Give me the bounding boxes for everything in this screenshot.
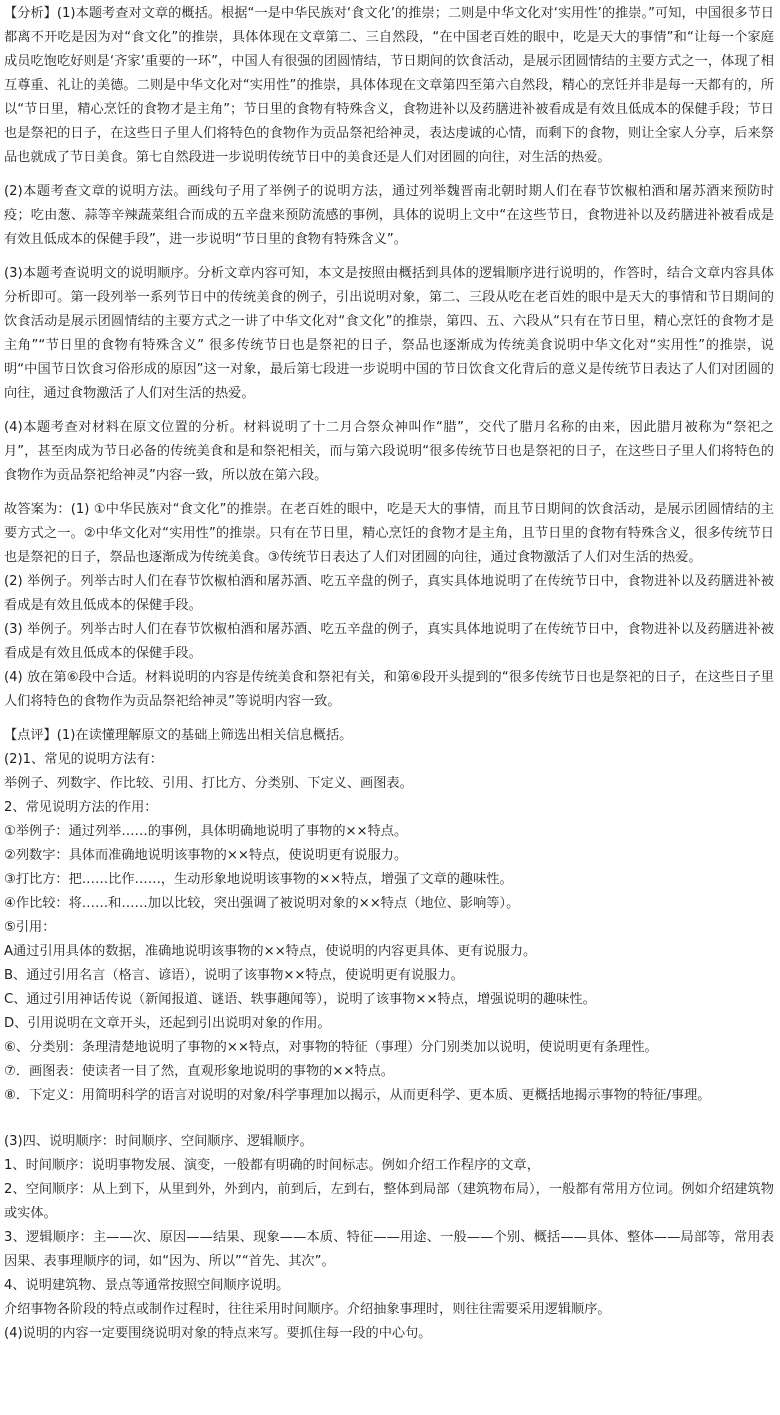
comment-line: 【点评】(1)在读懂理解原文的基础上筛选出相关信息概括。 bbox=[4, 728, 353, 743]
comment-line: (2)1、常见的说明方法有： bbox=[4, 752, 163, 767]
answer-paragraph-3: (3) 举例子。列举古时人们在春节饮椒柏酒和屠苏酒、吃五辛盘的例子，真实具体地说明了在传统节日中，食物进补以及药膳进补被看成是有效且低成本的保健手段。 bbox=[4, 622, 774, 661]
comment-line: ⑤引用： bbox=[4, 920, 56, 935]
spacer bbox=[4, 1108, 774, 1130]
analysis-paragraph-1: 【分析】(1)本题考查对文章的概括。根据“一是中华民族对‘食文化’的推崇；二则是中华文化对‘实用性’的推崇。”可知，中国很多节日都离不开吃是因为对“食文化”的推崇，具体体现在文章第二、三自然段，“在中国老百姓的眼中，吃是天大的事情”和“让每一个家庭成员吃饱吃好则是‘齐家’重要的一环”，中国人有很强的团圆情结，节日期间的饮食活动，是展示团圆情结的主要方式之一，体现了相互尊重、礼让的美德。二则是中华文化对“实用性”的推崇，具体体现在文章第四至第六自然段，精心的烹饪并非是每一天都有的，所以“节日里，精心烹饪的食物才是主角”；节日里的食物有特殊含义，食物进补以及药膳进补被看成是有效且低成本的保健手段；节日也是祭祀的日子，在这些日子里人们将特色的食物作为贡品祭祀给神灵，表达虔诚的心情，而剩下的食物，则让全家人分享，后来祭品也就成了节日美食。第七自然段进一步说明传统节日中的美食还是人们对团圆的向往，对生活的热爱。 bbox=[4, 6, 774, 165]
comment-line: ③打比方：把……比作……，生动形象地说明该事物的××特点，增强了文章的趣味性。 bbox=[4, 872, 513, 887]
spacer bbox=[4, 170, 774, 180]
analysis-paragraph-3: (3)本题考查说明文的说明顺序。分析文章内容可知，本文是按照由概括到具体的逻辑顺序进行说明的，作答时，结合文章内容具体分析即可。第一段列举一系列节日中的传统美食的例子，引出说明对象，第二、三段从吃在老百姓的眼中是天大的事情和节日期间的饮食活动是展示团圆情结的主要方式之一讲了中华文化对“食文化”的推崇，第四、五、六段从“只有在节日里，精心烹饪的食物才是主角”“节日里的食物有特殊含义” 很多传统节日也是祭祀的日子，祭品也逐渐成为传统美食说明中华文化对“实用性”的推崇，说明“中国节日饮食习俗形成的原因”这一对象，最后第七段进一步说明中国的节日饮食文化背后的意义是传统节日表达了人们对团圆的向往，通过食物激活了人们对生活的热爱。 bbox=[4, 266, 774, 401]
comment-line: (4)说明的内容一定要围绕说明对象的特点来写。要抓住每一段的中心句。 bbox=[4, 1326, 432, 1341]
spacer bbox=[4, 714, 774, 724]
comment-line: A通过引用具体的数据，准确地说明该事物的××特点，使说明的内容更具体、更有说服力。 bbox=[4, 944, 537, 959]
comment-line: 举例子、列数字、作比较、引用、打比方、分类别、下定义、画图表。 bbox=[4, 776, 413, 791]
comment-line: (3)四、说明顺序：时间顺序、空间顺序、逻辑顺序。 bbox=[4, 1134, 313, 1149]
comment-line: B、通过引用名言（格言、谚语），说明了该事物××特点，使说明更有说服力。 bbox=[4, 968, 464, 983]
spacer bbox=[4, 252, 774, 262]
spacer bbox=[4, 488, 774, 498]
comment-line: ⑧．下定义：用简明科学的语言对说明的对象/科学事理加以揭示，从而更科学、更本质、更概括地揭示事物的特征/事理。 bbox=[4, 1088, 711, 1103]
analysis-paragraph-4: (4)本题考查对材料在原文位置的分析。材料说明了十二月合祭众神叫作“腊”，交代了腊月名称的由来，因此腊月被称为“祭祀之月”，甚至肉成为节日必备的传统美食和是和祭祀相关，而与第六段说明“很多传统节日也是祭祀的日子，在这些日子里人们将特色的食物作为贡品祭祀给神灵”内容一致，所以放在第六段。 bbox=[4, 420, 774, 483]
answer-paragraph-1: 故答案为：(1) ①中华民族对“食文化”的推崇。在老百姓的眼中，吃是天大的事情，而且节日期间的饮食活动，是展示团圆情结的主要方式之一。②中华文化对“实用性”的推崇。只有在节日里，精心烹饪的食物才是主角，且节日里的食物有特殊含义，很多传统节日也是祭祀的日子，祭品也逐渐成为传统美食。③传统节日表达了人们对团圆的向往，通过食物激活了人们对生活的热爱。 bbox=[4, 502, 774, 565]
comment-line: 2、常见说明方法的作用： bbox=[4, 800, 158, 815]
comment-line: ⑥、分类别：条理清楚地说明了事物的××特点，对事物的特征（事理）分门别类加以说明，使说明更有条理性。 bbox=[4, 1040, 658, 1055]
answer-paragraph-2: (2) 举例子。列举古时人们在春节饮椒柏酒和屠苏酒、吃五辛盘的例子，真实具体地说明了在传统节日中，食物进补以及药膳进补被看成是有效且低成本的保健手段。 bbox=[4, 574, 774, 613]
comment-line: D、引用说明在文章开头，还起到引出说明对象的作用。 bbox=[4, 1016, 331, 1031]
comment-line: 介绍事物各阶段的特点或制作过程时，往往采用时间顺序。介绍抽象事理时，则往往需要采用逻辑顺序。 bbox=[4, 1302, 611, 1317]
comment-line: 1、时间顺序：说明事物发展、演变，一般都有明确的时间标志。例如介绍工作程序的文章， bbox=[4, 1158, 540, 1173]
analysis-paragraph-2: (2)本题考查文章的说明方法。画线句子用了举例子的说明方法，通过列举魏晋南北朝时期人们在春节饮椒柏酒和屠苏酒来预防时疫；吃由葱、蒜等辛辣蔬菜组合而成的五辛盘来预防流感的事例，具体的说明上文中“在这些节日，食物进补以及药膳进补被看成是有效且低成本的保健手段”，进一步说明“节日里的食物有特殊含义”。 bbox=[4, 184, 774, 247]
comment-line: ⑦．画图表：使读者一目了然，直观形象地说明的事物的××特点。 bbox=[4, 1064, 394, 1079]
comment-line: 4、说明建筑物、景点等通常按照空间顺序说明。 bbox=[4, 1278, 290, 1293]
comment-line: ②列数字：具体而准确地说明该事物的××特点，使说明更有说服力。 bbox=[4, 848, 408, 863]
comment-line: 3、逻辑顺序：主——次、原因——结果、现象——本质、特征——用途、一般——个别、概括——具体、整体——局部等，常用表因果、表事理顺序的词，如“因为、所以”“首先、其次”。 bbox=[4, 1230, 774, 1269]
answer-paragraph-4: (4) 放在第⑥段中合适。材料说明的内容是传统美食和祭祀有关，和第⑥段开头提到的“很多传统节日也是祭祀的日子，在这些日子里人们将特色的食物作为贡品祭祀给神灵”等说明内容一致。 bbox=[4, 670, 774, 709]
spacer bbox=[4, 406, 774, 416]
comment-line: ①举例子：通过列举……的事例，具体明确地说明了事物的××特点。 bbox=[4, 824, 408, 839]
comment-line: C、通过引用神话传说（新闻报道、谜语、轶事趣闻等），说明了该事物××特点，增强说明的趣味性。 bbox=[4, 992, 596, 1007]
comment-section bbox=[4, 724, 774, 1108]
comment-line: 2、空间顺序：从上到下，从里到外，外到内，前到后，左到右，整体到局部（建筑物布局），一般都有常用方位词。例如介绍建筑物或实体。 bbox=[4, 1182, 774, 1221]
comment-section-order bbox=[4, 1130, 774, 1346]
comment-line: ④作比较：将……和……加以比较，突出强调了被说明对象的××特点（地位、影响等）。 bbox=[4, 896, 520, 911]
